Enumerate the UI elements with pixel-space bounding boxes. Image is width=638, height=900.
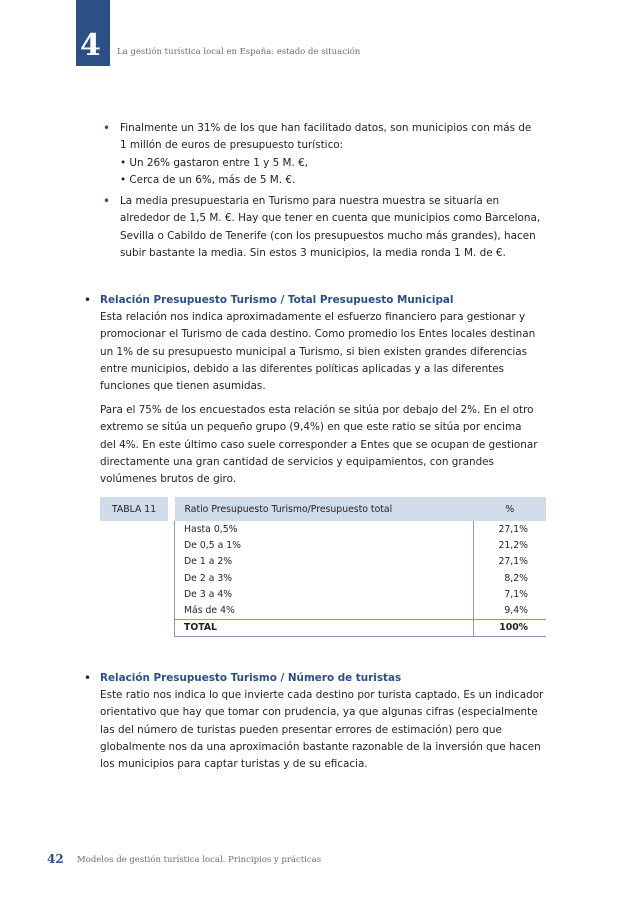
text-line: directamente una gran cantidad de servicios y equipamientos, con grandes xyxy=(100,455,494,468)
text-line: del 4%. En este último caso suele corresponder a Entes que se ocupan de gestionar xyxy=(100,438,538,451)
table-header-row xyxy=(100,497,546,521)
text-line: promocionar el Turismo de cada destino. Como promedio los Entes locales destinan xyxy=(100,328,536,341)
text-line: los municipios para captar turistas y de su eficacia. xyxy=(100,758,368,771)
text-line: Finalmente un 31% de los que han facilitado datos, son municipios con más de xyxy=(120,122,532,134)
row-label: De 0,5 a 1% xyxy=(175,537,474,553)
table-row xyxy=(100,537,546,553)
text-line: entre municipios, debido a las diferentes políticas aplicadas y a las diferentes xyxy=(100,362,505,375)
text-line: las del número de turistas pueden presentar errores de estimación) pero que xyxy=(100,723,502,736)
section-heading-2: Relación Presupuesto Turismo / Número de turistas xyxy=(100,672,402,684)
bullet-icon: • xyxy=(84,293,92,307)
text-line: alrededor de 1,5 M. €. Hay que tener en cuenta que municipios como Barcelona, xyxy=(120,212,541,225)
bullet-icon: • xyxy=(84,671,92,685)
running-footer: Modelos de gestión turística local. Principios y prácticas xyxy=(77,855,322,865)
bullet-icon: • xyxy=(103,121,111,135)
row-label: Más de 4% xyxy=(175,602,474,619)
section-heading-1: Relación Presupuesto Turismo / Total Presupuesto Municipal xyxy=(100,294,454,306)
chapter-number: 4 xyxy=(80,28,101,63)
table-row xyxy=(100,554,546,570)
text-line: Esta relación nos indica aproximadamente el esfuerzo financiero para gestionar y xyxy=(100,311,526,323)
sub-bullet-1 xyxy=(120,120,548,189)
text-line: extremo se sitúa un pequeño grupo (9,4%) en que este ratio se sitúa por encima xyxy=(100,421,522,434)
row-value: 9,4% xyxy=(474,602,547,619)
text-line: Sevilla o Cabildo de Tenerife (con los presupuestos mucho más grandes), hacen xyxy=(120,229,536,242)
row-value: 27,1% xyxy=(474,554,547,570)
row-label: De 1 a 2% xyxy=(175,554,474,570)
text-line: • Un 26% gastaron entre 1 y 5 M. €, xyxy=(120,156,308,169)
table-tag: TABLA 11 xyxy=(100,497,168,521)
row-value: 7,1% xyxy=(474,586,547,602)
row-label: De 2 a 3% xyxy=(175,570,474,586)
text-line: 1 millón de euros de presupuesto turístico: xyxy=(120,139,344,152)
sub-bullet-2 xyxy=(120,193,548,262)
bullet-icon: • xyxy=(103,194,111,208)
row-value: 100% xyxy=(474,619,547,636)
text-line: globalmente nos da una aproximación bastante razonable de la inversión que hacen xyxy=(100,740,541,753)
text-line: La media presupuestaria en Turismo para nuestra muestra se situaría en xyxy=(120,195,500,207)
text-line: orientativo que hay que tomar con prudencia, ya que algunas cifras (especialmente xyxy=(100,706,538,719)
text-line: un 1% de su presupuesto municipal a Turismo, si bien existen grandes diferencias xyxy=(100,345,528,358)
row-label: Hasta 0,5% xyxy=(175,521,474,537)
row-label: De 3 a 4% xyxy=(175,586,474,602)
table-total-row xyxy=(100,619,546,636)
table-row xyxy=(100,521,546,537)
row-value: 21,2% xyxy=(474,537,547,553)
row-label: TOTAL xyxy=(175,619,474,636)
running-header: La gestión turística local en España: estado de situación xyxy=(117,47,361,57)
text-line: subir bastante la media. Sin estos 3 municipios, la media ronda 1 M. de €. xyxy=(120,246,506,259)
section1-paragraph-2 xyxy=(100,402,548,488)
text-line: Para el 75% de los encuestados esta relación se sitúa por debajo del 2%. En el otro xyxy=(100,404,534,416)
row-value: 8,2% xyxy=(474,570,547,586)
text-line: funciones que tienen asumidas. xyxy=(100,380,266,393)
table-row xyxy=(100,570,546,586)
text-line: • Cerca de un 6%, más de 5 M. €. xyxy=(120,173,296,186)
text-line: Este ratio nos indica lo que invierte cada destino por turista captado. Es un indicador xyxy=(100,689,544,701)
table-column-header: Ratio Presupuesto Turismo/Presupuesto total xyxy=(175,497,474,521)
page-number: 42 xyxy=(47,852,64,866)
table-row xyxy=(100,602,546,619)
row-value: 27,1% xyxy=(474,521,547,537)
table-percent-header: % xyxy=(474,497,547,521)
table-row xyxy=(100,586,546,602)
section1-paragraph-1 xyxy=(100,309,548,395)
section2-paragraph xyxy=(100,687,548,773)
text-line: volúmenes brutos de giro. xyxy=(100,473,237,486)
data-table xyxy=(100,497,546,637)
